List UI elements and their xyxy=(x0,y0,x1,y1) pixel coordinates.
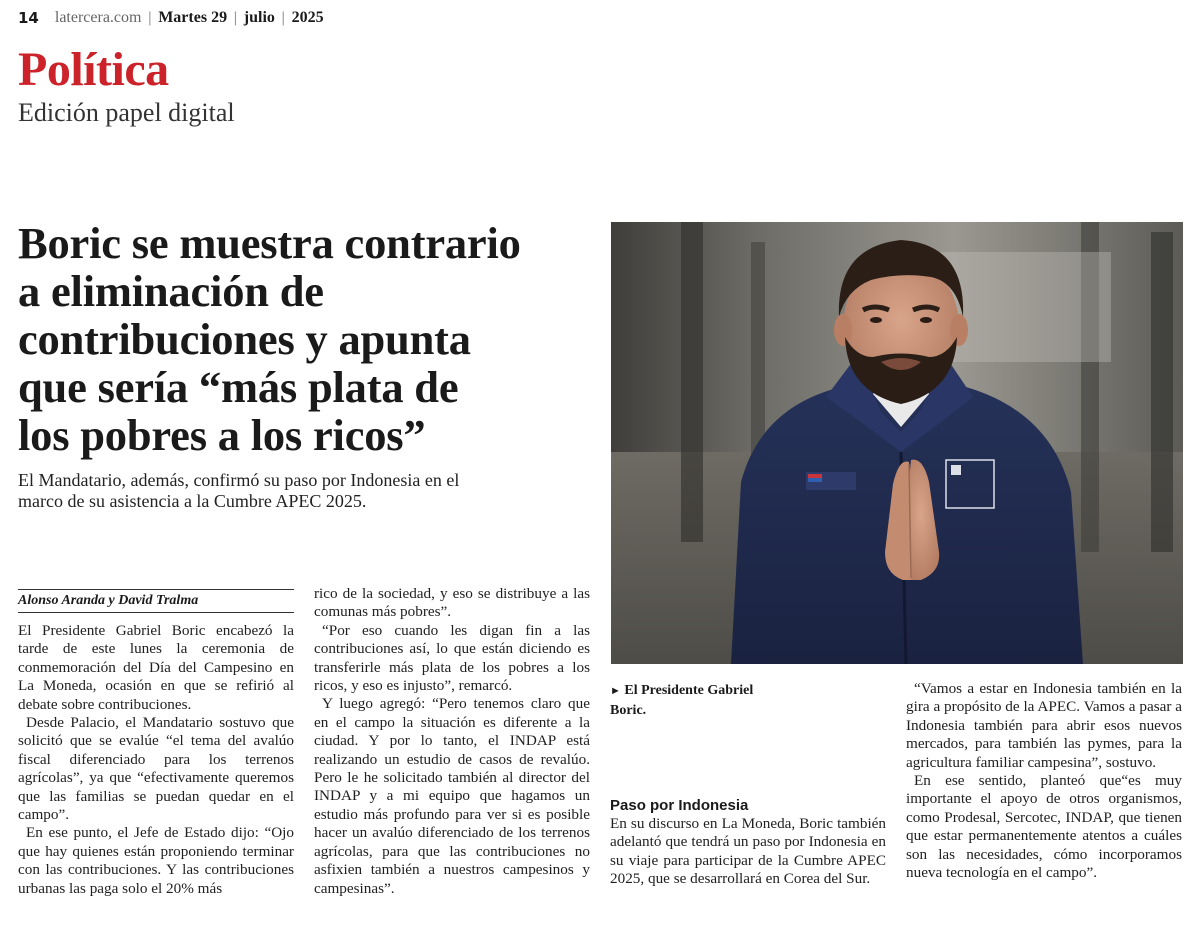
byline-rule xyxy=(18,612,294,613)
headline-line: los pobres a los ricos” xyxy=(18,410,426,460)
body-column-3 xyxy=(610,815,886,889)
divider: | xyxy=(233,10,238,26)
section-subtitle: Edición papel digital xyxy=(18,98,235,127)
page-number: 14 xyxy=(18,9,39,27)
site-name[interactable]: latercera.com xyxy=(54,9,142,26)
byline-rule xyxy=(18,589,294,590)
section-title: Política xyxy=(18,43,169,96)
headline-line: a eliminación de xyxy=(18,266,324,316)
paragraph: rico de la sociedad, y eso se distribuye a las comunas más pobres”. xyxy=(314,585,590,621)
headline-line: Boric se muestra contrario xyxy=(18,218,521,268)
paragraph: “Vamos a estar en Indonesia también en la gira a propósito de la APEC. Vamos a pasar a Indonesia también para abrir esos nuevos mercados, para también las pymes, para la agricultura familiar campesina”, sostuvo. xyxy=(906,680,1182,771)
body-column-1 xyxy=(18,622,294,898)
caption-text: El Presidente Gabriel Boric. xyxy=(610,683,754,718)
divider: | xyxy=(147,10,153,26)
paragraph: En ese sentido, planteó que“es muy importante el apoyo de otros organismos, como Prodesal, Sercotec, INDAP, que tienen que estar permanentemente atentos a cuáles son las necesidades, cómo incorporamos nueva tecnología en el campo”. xyxy=(906,772,1182,882)
body-column-4 xyxy=(906,680,1182,882)
article-photo xyxy=(611,222,1183,664)
paragraph: Y luego agregó: “Pero tenemos claro que en el campo la situación es diferente a la ciudad. Y por lo tanto, el INDAP está realizando un estudio de casos de revalúo. Pero le he solicitado también al director del INDAP y a mi equipo que hagamos un estudio más profundo para ver si es posible hacer un avalúo diferenciado de los terrenos agrícolas, para que las contribuciones no asfixien también a nuestros campesinos y campesinas”. xyxy=(314,695,590,897)
paragraph: En su discurso en La Moneda, Boric también adelantó que tendrá un paso por Indonesia en su viaje para participar de la Cumbre APEC 2025, que se desarrollará en Corea del Sur. xyxy=(610,815,886,888)
subheading: Paso por Indonesia xyxy=(610,797,749,814)
byline: Alonso Aranda y David Tralma xyxy=(18,593,199,608)
photo-caption xyxy=(610,681,760,721)
paragraph: En ese punto, el Jefe de Estado dijo: “Ojo que hay quienes están proponiendo terminar con las contribuciones. Y las contribuciones urbanas las paga solo el 20% más xyxy=(18,824,294,897)
masthead xyxy=(18,6,324,30)
body-column-2 xyxy=(314,585,590,898)
headline xyxy=(18,219,598,459)
date-month: julio xyxy=(243,9,275,26)
divider: | xyxy=(280,10,286,26)
paragraph: El Presidente Gabriel Boric encabezó la tarde de este lunes la ceremonia de conmemoración del Día del Campesino en La Moneda, ocasión en que se refirió al debate sobre contribuciones. xyxy=(18,622,294,713)
deck: El Mandatario, además, confirmó su paso por Indonesia en el marco de su asistencia a la Cumbre APEC 2025. xyxy=(18,470,460,511)
date-year: 2025 xyxy=(291,9,324,26)
headline-line: contribuciones y apunta xyxy=(18,314,471,364)
caption-marker-icon: ► xyxy=(610,685,621,697)
paragraph: “Por eso cuando les digan fin a las contribuciones así, lo que están diciendo es transferirle más plata de los pobres a los ricos, y eso es injusto”, remarcó. xyxy=(314,621,590,695)
headline-line: que sería “más plata de xyxy=(18,362,459,412)
paragraph: Desde Palacio, el Mandatario sostuvo que solicitó que se evalúe “el tema del avalúo fiscal diferenciado para los terrenos agrícolas”, ya que “efectivamente queremos que las familias se puedan quedar en el campo”. xyxy=(18,714,294,824)
president-photo-illustration xyxy=(611,222,1183,664)
date-weekday: Martes 29 xyxy=(158,9,228,26)
